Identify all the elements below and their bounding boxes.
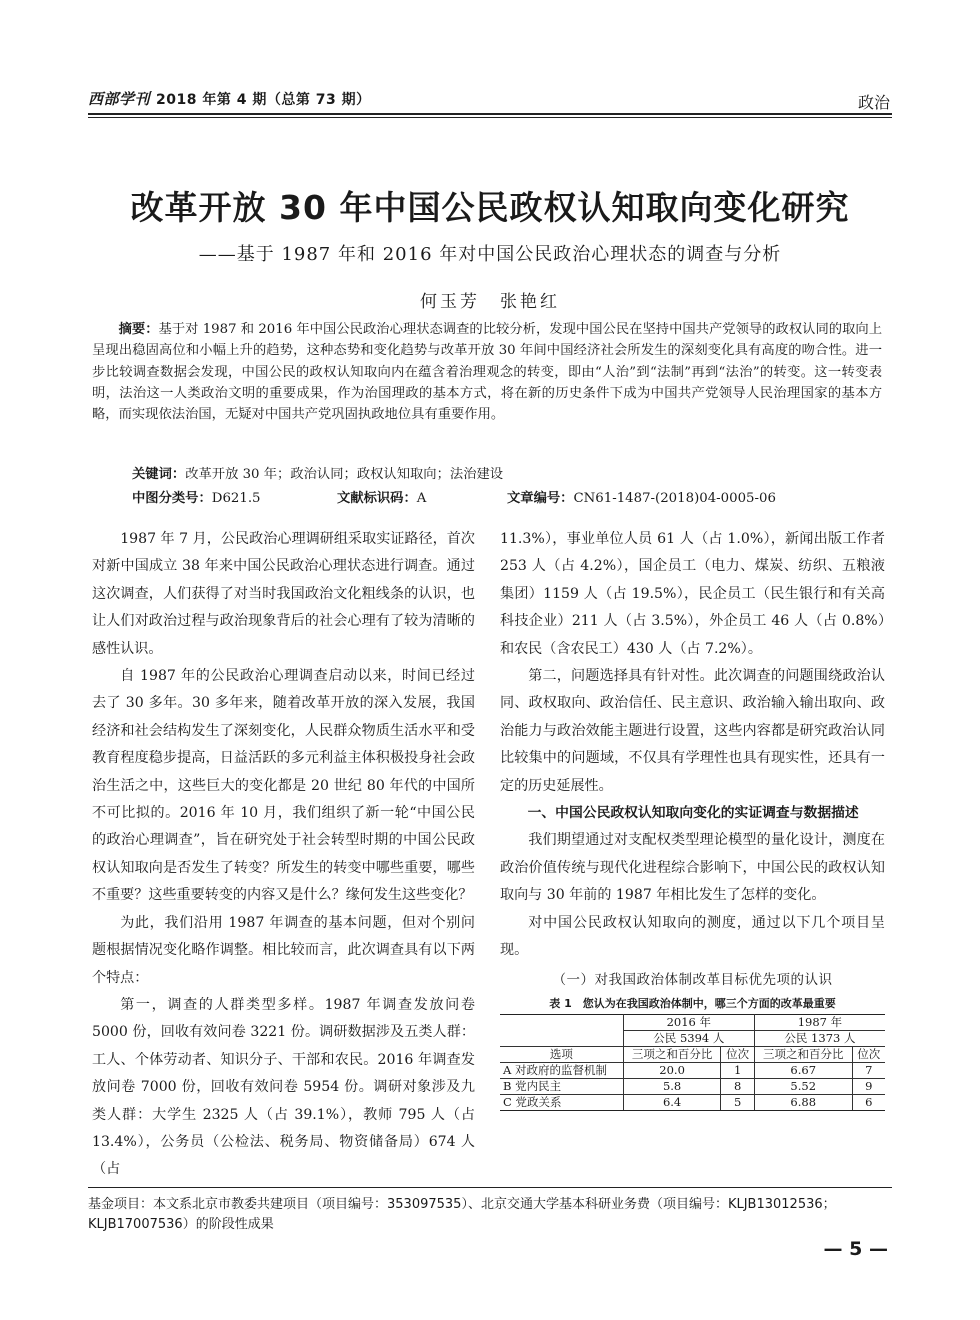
table-cell: 20.0 [623,1062,721,1078]
classification-line [132,487,892,506]
table-cell: 5.8 [623,1078,721,1094]
table-col-pct: 三项之和百分比 [623,1046,721,1062]
table-header-row [500,1014,885,1030]
article-no-label: 文章编号： [507,491,574,506]
header-rule [88,113,892,115]
funding-note: 基金项目：本文系北京市教委共建项目（项目编号：353097535）、北京交通大学基本科研业务费（项目编号：KLJB13012536；KLJB17007536）的阶段性成果 [88,1197,836,1232]
table-year-2016: 2016 年 [623,1014,754,1030]
table-sample-2016: 公民 5394 人 [623,1030,754,1046]
clc-value: D621.5 [211,491,261,506]
article-no-value: CN61-1487-(2018)04-0005-06 [573,491,776,506]
table-cell: 5.52 [754,1078,852,1094]
journal-name: 西部学刊 [88,90,151,108]
table-col-pct: 三项之和百分比 [754,1046,852,1062]
body-paragraph: 我们期望通过对支配权类型理论模型的量化设计，测度在政治价值传统与现代化进程综合影响下，中国公民的政权认知取向与 30 年前的 1987 年相比发生了怎样的变化。 [500,832,885,904]
abstract-text: 基于对 1987 和 2016 年中国公民政治心理状态调查的比较分析，发现中国公民在坚持中国共产党领导的政权认同的取向上呈现出稳固高位和小幅上升的趋势，这种态势和变化趋势与改革开放 30 年间中国经济社会所发生的深刻变化具有高度的吻合性。进一步比较调查数据会发现，中国公民的政权认知取向内在蕴含着治理观念的转变，即由“人治”到“法制”再到“法治”的转变。这一转变表明，法治这一人类政治文明的重要成果，作为治国理政的基本方式，将在新的历史条件下成为中国共产党领导人民治理国家的基本方略，而实现依法治国，无疑对中国共产党巩固执政地位具有重要作用。 [92,322,883,423]
footer-rule [88,1187,892,1188]
body-paragraph: 1987 年 7 月，公民政治心理调研组采取实证路径，首次对新中国成立 38 年来中国公民政治心理状态进行调查。通过这次调查，人们获得了对当时我国政治文化粗线条的认识，也让人们对政治过程与政治现象背后的社会心理有了较为清晰的感性认识。 [92,531,475,657]
article-title: 改革开放 30 年中国公民政权认知取向变化研究 [130,188,850,227]
abstract [92,319,882,425]
table-row [500,1078,885,1094]
body-right-column [500,526,885,1111]
table-cell-item: B 党内民主 [500,1078,623,1094]
body-paragraph-continued: 11.3%），事业单位人员 61 人（占 1.0%），新闻出版工作者 253 人（占 4.2%），国企员工（电力、煤炭、纺织、五粮液集团）1159 人（占 19.5%），民企员工（民生银行和有关高科技企业）211 人（占 3.5%），外企员工 46 人（占 0.8%）和农民（含农民工）430 人（占 7.2%）。 [500,531,885,657]
body-paragraph: 第二，问题选择具有针对性。此次调查的问题围绕政治认同、政权取向、政治信任、民主意识、政治输入输出取向、政治能力与政治效能主题进行设置，这些内容都是研究政治认同比较集中的问题域，不仅具有学理性也具有现实性，还具有一定的历史延展性。 [500,668,885,794]
table-caption: 表 1 您认为在我国政治体制中，哪三个方面的改革最重要 [549,996,836,1010]
body-paragraph: 自 1987 年的公民政治心理调查启动以来，时间已经过去了 30 多年。30 多年来，随着改革开放的深入发展，我国经济和社会结构发生了深刻变化，人民群众物质生活水平和受教育程度稳步提高，日益活跃的多元利益主体积极投身社会政治生活之中，这些巨大的变化都是 20 世纪 80 年代的中国所不可比拟的。2016 年 10 月，我们组织了新一轮“中国公民的政治心理调查”，旨在研究处于社会转型时期的中国公民政权认知取向是否发生了转变？所发生的转变中哪些重要，哪些不重要？这些重要转变的内容又是什么？缘何发生这些变化？ [92,668,475,904]
abstract-label: 摘要： [118,322,159,337]
table-cell-item: C 党政关系 [500,1094,623,1110]
doc-code-value: A [416,491,427,506]
data-table [500,1014,885,1111]
header-rule-thin [88,117,892,118]
clc-label: 中图分类号： [132,491,212,506]
body-paragraph: 对中国公民政权认知取向的测度，通过以下几个项目呈现。 [500,914,885,959]
table-cell-item: A 对政府的监督机制 [500,1062,623,1078]
body-left-column [92,526,475,1184]
body-paragraph: 为此，我们沿用 1987 年调查的基本问题，但对个别问题根据情况变化略作调整。相比较而言，此次调查具有以下两个特点： [92,914,475,986]
table-cell: 5 [721,1094,754,1110]
keywords-text: 改革开放 30 年；政治认同；政权认知取向；法治建设 [185,467,504,482]
table-col-item: 选项 [500,1046,623,1062]
table-col-rank: 位次 [852,1046,885,1062]
table-cell: 6.4 [623,1094,721,1110]
table-cell: 1 [721,1062,754,1078]
issue-info: 2018 年第 4 期（总第 73 期） [156,92,371,108]
page-number: — 5 — [823,1238,888,1260]
table-year-1987: 1987 年 [754,1014,885,1030]
doc-code-label: 文献标识码： [337,491,417,506]
table-cell: 9 [852,1078,885,1094]
table-sample-1987: 公民 1373 人 [754,1030,885,1046]
table-cell: 6.88 [754,1094,852,1110]
keywords-label: 关键词： [132,467,186,482]
table-cell: 6.67 [754,1062,852,1078]
article-authors: 何玉芳 张艳红 [420,292,560,312]
table-row [500,1062,885,1078]
section-label: 政治 [857,93,890,112]
table-col-rank: 位次 [721,1046,754,1062]
running-header [88,88,371,109]
table-cell: 7 [852,1062,885,1078]
body-paragraph: 第一，调查的人群类型多样。1987 年调查发放问卷 5000 份，回收有效问卷 3221 份。调研数据涉及五类人群：工人、个体劳动者、知识分子、干部和农民。2016 年调查发放问卷 7000 份，回收有效问卷 5954 份。调研对象涉及九类人群：大学生 2325 人（占 39.1%），教师 795 人（占 13.4%），公务员（公检法、税务局、物资储备局）674 人（占 [92,996,475,1178]
table-header-row [500,1046,885,1062]
article-subtitle: ——基于 1987 年和 2016 年对中国公民政治心理状态的调查与分析 [198,244,782,265]
section-heading: 一、中国公民政权认知取向变化的实证调查与数据描述 [527,805,859,822]
keywords [132,463,503,482]
table-cell: 8 [721,1078,754,1094]
table-cell: 6 [852,1094,885,1110]
subsection-heading: （一）对我国政治体制改革目标优先项的认识 [552,971,833,988]
table-row [500,1094,885,1110]
